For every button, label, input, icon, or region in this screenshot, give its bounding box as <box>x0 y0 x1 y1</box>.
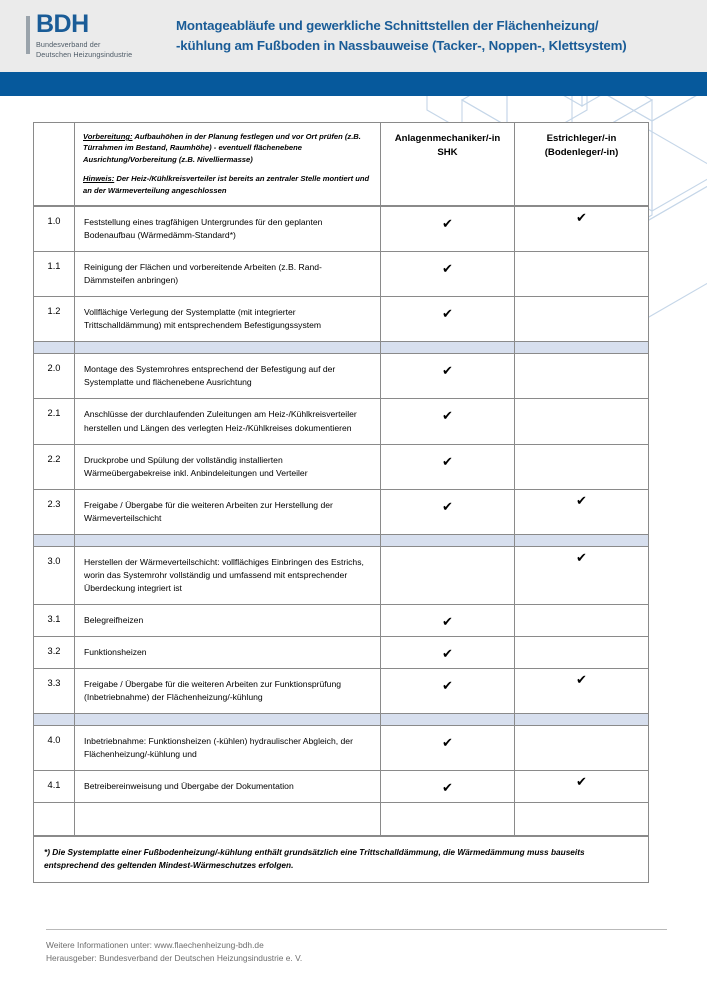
checkbox-cell-estrich[interactable] <box>515 726 649 771</box>
table-row <box>34 546 649 604</box>
row-number: 3.0 <box>34 546 75 604</box>
checkbox-cell-shk[interactable] <box>381 546 515 604</box>
page-title-line1: Montageabläufe und gewerkliche Schnittstellen der Flächenheizung/ <box>176 17 599 33</box>
row-description: Montage des Systemrohres entsprechend der Befestigung auf der Systemplatte und flächenebene Ausrichtung <box>75 354 381 399</box>
row-number: 1.2 <box>34 297 75 342</box>
checkbox-cell-shk[interactable] <box>381 444 515 489</box>
checkbox-cell-shk[interactable] <box>381 489 515 534</box>
check-icon: ✔ <box>442 679 453 695</box>
checkbox-cell-estrich[interactable] <box>515 444 649 489</box>
header-accent-bar <box>0 72 707 96</box>
checkbox-cell-shk[interactable] <box>381 637 515 669</box>
row-number: 3.2 <box>34 637 75 669</box>
column-header-shk: Anlagenmechaniker/-in SHK <box>381 123 515 206</box>
note-paragraph-vorbereitung <box>83 131 372 165</box>
checkbox-cell-shk[interactable] <box>381 605 515 637</box>
checkbox-cell-shk[interactable] <box>381 354 515 399</box>
separator-cell <box>381 342 515 354</box>
row-description: Anschlüsse der durchlaufenden Zuleitungen am Heiz-/Kühlkreisverteiler herstellen und Längen des verlegten Heiz-/Kühlkreises dokumentieren <box>75 399 381 444</box>
column-header-estrich: Estrichleger/-in (Bodenleger/-in) <box>515 123 649 206</box>
row-number: 4.0 <box>34 726 75 771</box>
responsibility-matrix <box>33 122 648 883</box>
checkbox-cell-estrich[interactable] <box>515 669 649 714</box>
matrix-rows <box>34 206 649 836</box>
check-icon: ✔ <box>442 615 453 631</box>
page-title <box>176 16 627 56</box>
checkbox-cell-estrich[interactable] <box>515 297 649 342</box>
bdh-logo <box>26 12 154 59</box>
header-spacer <box>0 96 707 122</box>
separator-cell <box>75 342 381 354</box>
check-icon: ✔ <box>442 409 453 425</box>
check-icon: ✔ <box>442 499 453 515</box>
blank-cell <box>75 803 381 836</box>
checkbox-cell-shk[interactable] <box>381 206 515 251</box>
row-number: 1.1 <box>34 252 75 297</box>
check-icon: ✔ <box>442 262 453 278</box>
footnote-text: *) Die Systemplatte einer Fußbodenheizung/-kühlung enthält grundsätzlich eine Trittschalldämmung, die Wärmedämmung muss bauseits entsprechend des geltenden Mindest-Wärmeschutzes erfolgen. <box>34 837 649 883</box>
preparation-note <box>75 123 381 206</box>
check-icon: ✔ <box>576 493 587 509</box>
blank-cell <box>34 803 75 836</box>
checkbox-cell-estrich[interactable] <box>515 489 649 534</box>
footer-publisher-line: Herausgeber: Bundesverband der Deutschen Heizungsindustrie e. V. <box>46 952 303 963</box>
separator-cell <box>515 342 649 354</box>
check-icon: ✔ <box>576 210 587 226</box>
logo-subtitle <box>36 40 154 59</box>
checkbox-cell-shk[interactable] <box>381 771 515 803</box>
table-row <box>34 252 649 297</box>
check-icon: ✔ <box>442 647 453 663</box>
checkbox-cell-estrich[interactable] <box>515 252 649 297</box>
header-cell-number <box>34 123 75 206</box>
note-label-hinweis: Hinweis: <box>83 174 115 184</box>
separator-cell <box>75 534 381 546</box>
row-description: Belegreifheizen <box>75 605 381 637</box>
note-text-hinweis: Der Heiz-/Kühlkreisverteiler ist bereits an zentraler Stelle montiert und an der Wärmeverteilung angeschlossen <box>83 174 370 195</box>
row-number: 4.1 <box>34 771 75 803</box>
checkbox-cell-estrich[interactable] <box>515 546 649 604</box>
note-label-vorbereitung: Vorbereitung: <box>83 132 133 141</box>
checkbox-cell-estrich[interactable] <box>515 206 649 251</box>
checkbox-cell-shk[interactable] <box>381 252 515 297</box>
page-title-line2: -kühlung am Fußboden in Nassbauweise (Tacker-, Noppen-, Klettsystem) <box>176 38 627 53</box>
checkbox-cell-shk[interactable] <box>381 297 515 342</box>
separator-cell <box>75 714 381 726</box>
table-row <box>34 605 649 637</box>
note-text-vorbereitung: Aufbauhöhen in der Planung festlegen und vor Ort prüfen (z.B. Türrahmen im Bestand, Raumhöhe) - eventuell flächenebene Ausrichtung/Vorbereitung (z.B. Nivelliermasse) <box>83 132 361 164</box>
row-number: 2.2 <box>34 444 75 489</box>
row-number: 2.0 <box>34 354 75 399</box>
checkbox-cell-shk[interactable] <box>381 669 515 714</box>
page-footer <box>46 929 667 965</box>
checkbox-cell-estrich[interactable] <box>515 399 649 444</box>
table-row <box>34 444 649 489</box>
blank-cell <box>381 803 515 836</box>
check-icon: ✔ <box>442 364 453 380</box>
row-description: Herstellen der Wärmeverteilschicht: vollflächiges Einbringen des Estrichs, worin das Systemrohr vollständig und umfassend mit entsprechender Überdeckung integriert ist <box>75 546 381 604</box>
row-description: Vollflächige Verlegung der Systemplatte (mit integrierter Trittschalldämmung) mit entsprechendem Befestigungssystem <box>75 297 381 342</box>
checkbox-cell-estrich[interactable] <box>515 354 649 399</box>
matrix-body <box>34 123 649 206</box>
section-separator <box>34 342 649 354</box>
check-icon: ✔ <box>442 307 453 323</box>
row-description: Inbetriebnahme: Funktionsheizen (-kühlen) hydraulischer Abgleich, der Flächenheizung/-kühlung und <box>75 726 381 771</box>
section-separator <box>34 534 649 546</box>
table-row <box>34 354 649 399</box>
checkbox-cell-shk[interactable] <box>381 399 515 444</box>
row-number: 3.3 <box>34 669 75 714</box>
separator-cell <box>34 342 75 354</box>
blank-row <box>34 803 649 836</box>
logo-subtitle-line2: Deutschen Heizungsindustrie <box>36 50 133 59</box>
separator-cell <box>515 534 649 546</box>
logo-wordmark: BDH <box>36 10 89 39</box>
note-paragraph-hinweis <box>83 173 372 196</box>
footer-info-line: Weitere Informationen unter: www.flaechenheizung-bdh.de <box>46 939 264 950</box>
row-description: Freigabe / Übergabe für die weiteren Arbeiten zur Herstellung der Wärmeverteilschicht <box>75 489 381 534</box>
checkbox-cell-estrich[interactable] <box>515 605 649 637</box>
row-description: Feststellung eines tragfähigen Untergrundes für den geplanten Bodenaufbau (Wärmedämm-Standard*) <box>75 206 381 251</box>
check-icon: ✔ <box>576 673 587 689</box>
row-description: Druckprobe und Spülung der vollständig installierten Wärmeübergabekreise inkl. Anbindeleitungen und Verteiler <box>75 444 381 489</box>
row-description: Betreibereinweisung und Übergabe der Dokumentation <box>75 771 381 803</box>
table-row <box>34 206 649 251</box>
table-row <box>34 489 649 534</box>
row-description: Funktionsheizen <box>75 637 381 669</box>
table-row <box>34 669 649 714</box>
row-number: 2.1 <box>34 399 75 444</box>
checkbox-cell-estrich[interactable] <box>515 637 649 669</box>
row-description: Freigabe / Übergabe für die weiteren Arbeiten zur Funktionsprüfung (Inbetriebnahme) der Flächenheizung/-kühlung <box>75 669 381 714</box>
blank-cell <box>515 803 649 836</box>
separator-cell <box>34 714 75 726</box>
check-icon: ✔ <box>442 216 453 232</box>
matrix-header-row <box>34 123 649 206</box>
check-icon: ✔ <box>442 454 453 470</box>
checkbox-cell-shk[interactable] <box>381 726 515 771</box>
section-separator <box>34 714 649 726</box>
row-number: 3.1 <box>34 605 75 637</box>
footer-divider <box>46 929 667 930</box>
separator-cell <box>34 534 75 546</box>
table-row <box>34 297 649 342</box>
separator-cell <box>515 714 649 726</box>
check-icon: ✔ <box>442 781 453 797</box>
row-number: 1.0 <box>34 206 75 251</box>
row-number: 2.3 <box>34 489 75 534</box>
separator-cell <box>381 714 515 726</box>
separator-cell <box>381 534 515 546</box>
check-icon: ✔ <box>442 736 453 752</box>
table-row <box>34 637 649 669</box>
table-row <box>34 771 649 803</box>
checkbox-cell-estrich[interactable] <box>515 771 649 803</box>
table-row <box>34 399 649 444</box>
check-icon: ✔ <box>576 775 587 791</box>
check-icon: ✔ <box>576 550 587 566</box>
logo-subtitle-line1: Bundesverband der <box>36 40 101 50</box>
row-description: Reinigung der Flächen und vorbereitende Arbeiten (z.B. Rand-Dämmsteifen anbringen) <box>75 252 381 297</box>
table-row <box>34 726 649 771</box>
page-header <box>0 0 707 72</box>
footnote-row <box>34 837 649 883</box>
